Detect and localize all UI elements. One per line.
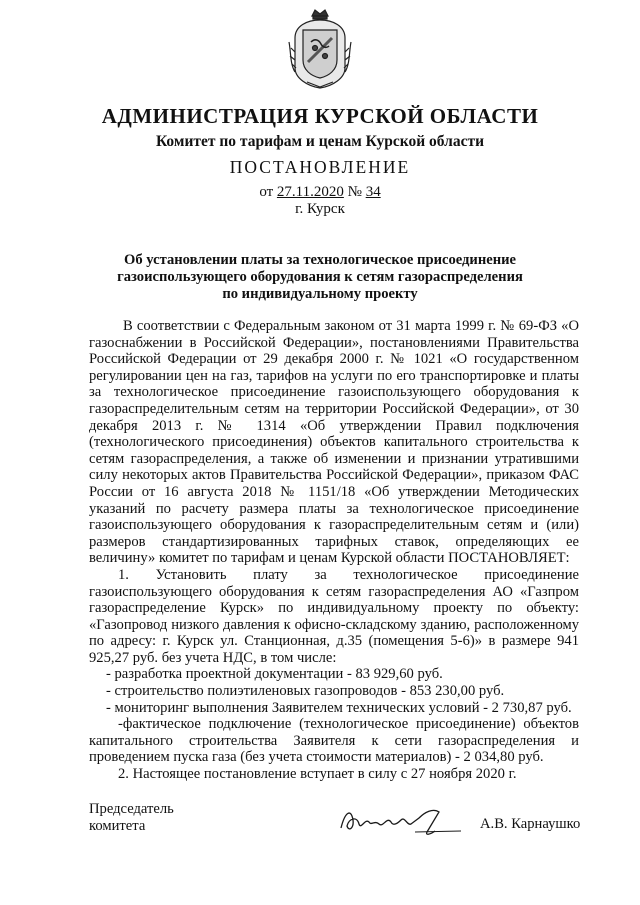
- committee-name: Комитет по тарифам и ценам Курской области: [155, 133, 485, 150]
- date-prefix: от: [259, 184, 274, 200]
- signatory-position: [89, 801, 174, 834]
- list-item: - мониторинг выполнения Заявителем технических условий - 2 730,87 руб.: [106, 699, 572, 716]
- document-date: 27.11.2020: [276, 184, 344, 200]
- list-item: - строительство полиэтиленовых газопроводов - 853 230,00 руб.: [106, 683, 505, 700]
- document-title: Об установлении платы за технологическое присоединение газоиспользующего оборудования к сетям газораспределения по индивидуальному проекту: [117, 252, 523, 302]
- handwritten-signature: [335, 798, 465, 844]
- position-line-1: Председатель: [89, 801, 174, 817]
- document-number: 34: [365, 184, 381, 200]
- document-body: [89, 318, 579, 783]
- preamble-paragraph: В соответствии с Федеральным законом от 31 марта 1999 г. № 69-ФЗ «О газоснабжении в Российской Федерации», постановлениями Правительства Российской Федерации от 29 декабря 2000 г. № 1021 «О государственном регулировании цен на газ, тарифов на услуги по его транспортировке и платы за технологическое присоединение газоиспользующего оборудования к газораспределительным сетям на территории Российской Федерации», от 30 декабря 2013 г. № 1314 «Об утверждении Правил подключения (технологического присоединения) объектов капитального строительства к сетям газораспределения, а также об изменении и признании утратившими силу некоторых актов Правительства Российской Федерации», приказом ФАС России от 16 августа 2018 № 1151/18 «Об утверждении Методических указаний по расчету размера платы за технологическое присоединение газоиспользующего оборудования к газораспределительным сетям и (или) размеров стандартизированных тарифных ставок, определяющих ее величину» комитет по тарифам и ценам Курской области ПОСТАНОВЛЯЕТ:: [89, 318, 579, 567]
- list-item: -фактическое подключение (технологическое присоединение) объектов капитального строительства Заявителя к сети газораспределения и проведением пуска газа (без учета стоимости материалов) - 2 034,80 руб.: [89, 716, 579, 766]
- item-1-paragraph: 1. Установить плату за технологическое присоединение газоиспользующего оборудования к сетям газораспределения АО «Газпром газораспределение Курск» по индивидуальному проекту по объекту: «Газопровод низкого давления к офисно-складскому зданию, расположенному по адресу: г. Курск ул. Станционная, д.35 (помещения 5-6)» в размере 941 925,27 руб. без учета НДС, в том числе:: [89, 566, 579, 666]
- coat-of-arms-icon: [287, 8, 353, 90]
- date-number-line: [0, 184, 640, 201]
- item-2-paragraph: 2. Настоящее постановление вступает в силу с 27 ноября 2020 г.: [118, 766, 517, 783]
- city: г. Курск: [295, 201, 345, 217]
- list-item: - разработка проектной документации - 83 929,60 руб.: [106, 666, 443, 683]
- number-prefix: №: [347, 184, 362, 200]
- position-line-2: комитета: [89, 817, 146, 834]
- organization-name: АДМИНИСТРАЦИЯ КУРСКОЙ ОБЛАСТИ: [101, 104, 539, 128]
- signatory-name: А.В. Карнаушко: [480, 816, 581, 832]
- document-type: ПОСТАНОВЛЕНИЕ: [229, 157, 411, 177]
